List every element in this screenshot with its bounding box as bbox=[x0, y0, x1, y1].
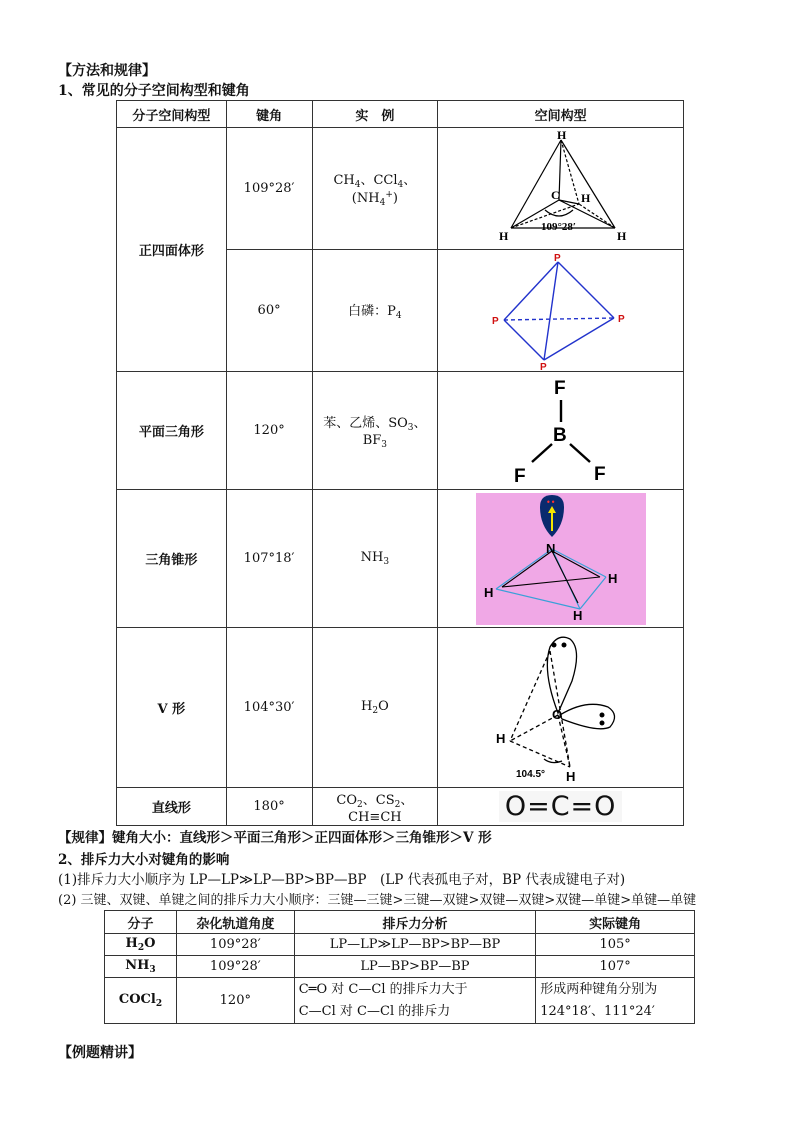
table-row bbox=[105, 956, 695, 978]
bf3-label-f-right: F bbox=[593, 463, 606, 485]
shape-tetrahedral: 正四面体形 bbox=[117, 128, 227, 372]
actual-angle-cell bbox=[536, 978, 695, 1024]
table-row bbox=[105, 978, 695, 1024]
analysis-cell bbox=[294, 978, 535, 1024]
example-cell: $NH_3$ bbox=[312, 490, 438, 628]
bf3-label-f-top: F bbox=[553, 377, 566, 399]
analysis-line-2: C—Cl 对 C—Cl 的排斥力 bbox=[298, 1003, 451, 1019]
hybrid-cell: 109°28′ bbox=[176, 956, 294, 978]
ch4-label-h-top: H bbox=[556, 129, 566, 142]
p4-label-left: P bbox=[491, 315, 499, 327]
table1-header-row bbox=[117, 101, 684, 128]
nh3-label-h-left: H bbox=[483, 584, 494, 600]
ch4-tetrahedron-figure bbox=[491, 130, 631, 248]
h2o-label-o: O bbox=[551, 706, 562, 722]
analysis-cell: LP—LP≫LP—BP>BP—BP bbox=[294, 934, 535, 956]
ch4-angle-label: 109°28′ bbox=[540, 220, 576, 233]
actual-angle-cell: 105° bbox=[536, 934, 695, 956]
example-cell: $CO_2$、$CS_2$、CH≡CH bbox=[312, 788, 438, 826]
nh3-label-h-bottom: H bbox=[572, 607, 583, 623]
table-row bbox=[117, 628, 684, 788]
paragraph-2: (2) 三键、双键、单键之间的排斥力大小顺序：三键—三键>三键—双键>双键—双键>双键—单键>单键—单键 bbox=[58, 893, 697, 908]
footer-header: 【例题精讲】 bbox=[58, 1045, 142, 1061]
table-row bbox=[117, 788, 684, 826]
bf3-label-b: B bbox=[552, 424, 567, 446]
p4-label-bottom: P bbox=[539, 361, 547, 370]
table-row bbox=[117, 490, 684, 628]
nh3-figure bbox=[476, 493, 646, 625]
shape-trigonal-planar: 平面三角形 bbox=[117, 372, 227, 490]
angle-cell: 107°18′ bbox=[226, 490, 312, 628]
h2o-label-h-left: H bbox=[495, 730, 506, 746]
actual-line-2: 124°18′、111°24′ bbox=[540, 1003, 655, 1019]
hybrid-cell: 109°28′ bbox=[176, 934, 294, 956]
h2o-figure bbox=[486, 631, 636, 785]
h2o-figure-cell bbox=[438, 628, 684, 788]
table2-header-actual: 实际键角 bbox=[536, 911, 695, 934]
table2-header-molecule: 分子 bbox=[105, 911, 177, 934]
p4-label-top: P bbox=[553, 252, 561, 264]
h2o-label-h-bottom: H bbox=[565, 768, 576, 784]
angle-cell: 180° bbox=[226, 788, 312, 826]
table-row bbox=[117, 128, 684, 250]
ch4-label-h-left: H bbox=[498, 228, 508, 243]
heading-1: 1、常见的分子空间构型和键角 bbox=[58, 83, 250, 99]
co2-figure-cell bbox=[438, 788, 684, 826]
paragraph-1: (1)排斥力大小顺序为 LP—LP≫LP—BP>BP—BP (LP 代表孤电子对，BP 代表成键电子对) bbox=[58, 872, 626, 888]
section-header: 【方法和规律】 bbox=[58, 63, 156, 79]
angle-cell: 120° bbox=[226, 372, 312, 490]
ch4-label-h-right: H bbox=[616, 228, 626, 243]
p4-tetrahedron-figure bbox=[486, 252, 636, 370]
bf3-figure bbox=[496, 374, 626, 488]
example-cell: $H_2O$ bbox=[312, 628, 438, 788]
nh3-figure-cell bbox=[438, 490, 684, 628]
co2-formula: O=C=O bbox=[499, 791, 623, 822]
actual-angle-cell: 107° bbox=[536, 956, 695, 978]
table1-header-shape: 分子空间构型 bbox=[117, 101, 227, 128]
table-row bbox=[105, 934, 695, 956]
molecular-geometry-table bbox=[116, 100, 684, 826]
ch4-figure-cell bbox=[438, 128, 684, 250]
angle-cell: 109°28′ bbox=[226, 128, 312, 250]
bf3-label-f-left: F bbox=[513, 465, 526, 487]
analysis-cell: LP—BP>BP—BP bbox=[294, 956, 535, 978]
table1-header-angle: 键角 bbox=[226, 101, 312, 128]
angle-cell: 104°30′ bbox=[226, 628, 312, 788]
analysis-line-1: C═O 对 C—Cl 的排斥力大于 bbox=[298, 981, 468, 997]
example-cell: $CH_4$、CCl$_4$、$(NH_4^+)$ bbox=[312, 128, 438, 250]
example-cell: 苯、乙烯、$SO_3$、$BF_3$ bbox=[312, 372, 438, 490]
table-row bbox=[117, 372, 684, 490]
ch4-label-c: C bbox=[550, 187, 560, 202]
hybrid-cell: 120° bbox=[176, 978, 294, 1024]
p4-figure-cell bbox=[438, 250, 684, 372]
molecule-cell: $H_2O$ bbox=[105, 934, 177, 956]
table2-header-hybrid: 杂化轨道角度 bbox=[176, 911, 294, 934]
shape-v-shaped: V 形 bbox=[117, 628, 227, 788]
molecule-cell: COCl$_2$ bbox=[105, 978, 177, 1024]
molecule-cell: $NH_3$ bbox=[105, 956, 177, 978]
heading-2: 2、排斥力大小对键角的影响 bbox=[58, 852, 230, 868]
actual-line-1: 形成两种键角分别为 bbox=[540, 981, 658, 997]
example-cell: 白磷：$P_4$ bbox=[312, 250, 438, 372]
ch4-label-h-back: H bbox=[580, 190, 590, 205]
shape-trigonal-pyramidal: 三角锥形 bbox=[117, 490, 227, 628]
h2o-angle-label: 104.5° bbox=[515, 768, 545, 780]
nh3-label-h-right: H bbox=[607, 570, 618, 586]
table1-header-example: 实 例 bbox=[312, 101, 438, 128]
shape-linear: 直线形 bbox=[117, 788, 227, 826]
repulsion-table bbox=[104, 910, 695, 1024]
p4-label-right: P bbox=[617, 313, 625, 325]
rule-text: 【规律】键角大小：直线形＞平面三角形＞正四面体形＞三角锥形＞V 形 bbox=[58, 830, 492, 846]
table2-header-row bbox=[105, 911, 695, 934]
bf3-figure-cell bbox=[438, 372, 684, 490]
table1-header-structure: 空间构型 bbox=[438, 101, 684, 128]
nh3-label-n: N bbox=[545, 540, 556, 556]
angle-cell: 60° bbox=[226, 250, 312, 372]
nh3-lone-pair: •• bbox=[545, 497, 556, 507]
table2-header-analysis: 排斥力分析 bbox=[294, 911, 535, 934]
